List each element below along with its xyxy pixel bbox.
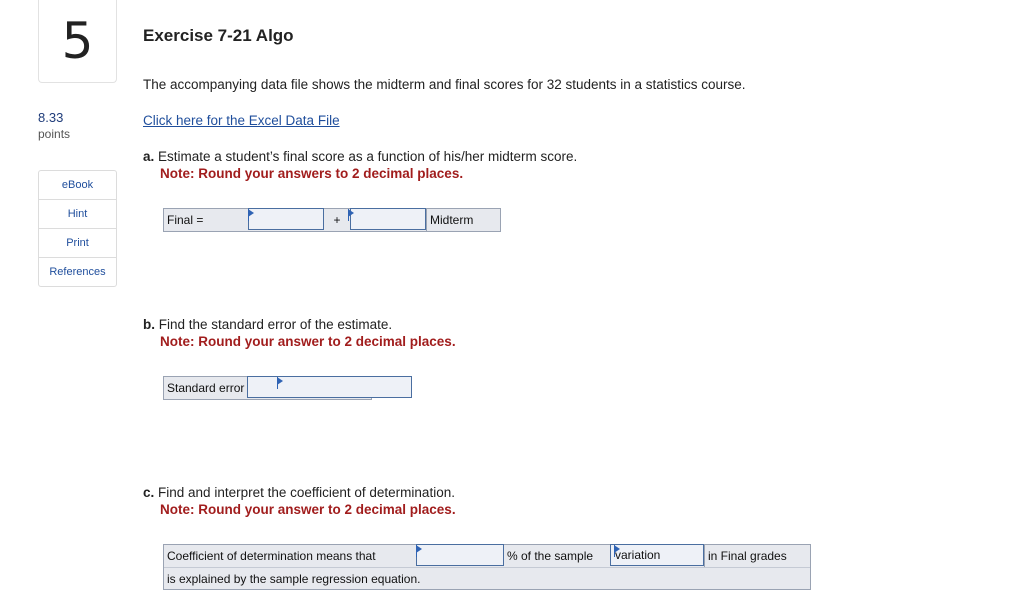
part-b-label: b. (143, 317, 155, 332)
cod-input[interactable] (416, 544, 504, 566)
part-b-question (143, 317, 392, 332)
part-c-text: Find and interpret the coefficient of determination. (158, 485, 455, 500)
points-label: points (38, 127, 71, 141)
cod-label: Coefficient of determination means that (167, 549, 376, 563)
part-b-note: Note: Round your answer to 2 decimal places. (160, 334, 456, 349)
side-menu (38, 170, 117, 287)
final-grades-label: in Final grades (704, 545, 810, 567)
part-a-label: a. (143, 149, 155, 164)
slope-input[interactable] (350, 208, 426, 230)
coefficient-of-determination-table (163, 544, 811, 590)
part-b-text: Find the standard error of the estimate. (158, 317, 393, 332)
hint-link[interactable]: Hint (39, 200, 116, 229)
ebook-link[interactable]: eBook (39, 171, 116, 200)
page-title: Exercise 7-21 Algo (143, 26, 294, 45)
standard-error-row (163, 376, 372, 400)
cod-flag-icon (416, 545, 422, 553)
intercept-flag-icon (248, 209, 254, 217)
cod-row-1 (164, 545, 810, 568)
print-link[interactable]: Print (39, 229, 116, 258)
variation-select[interactable]: variation (610, 544, 704, 566)
part-c-question (143, 485, 455, 500)
part-a-note: Note: Round your answers to 2 decimal places. (160, 166, 464, 181)
question-number: 5 (38, 0, 117, 83)
regression-equation-row (163, 208, 501, 232)
part-c-label: c. (143, 485, 155, 500)
standard-error-flag-icon (277, 377, 283, 385)
points-value: 8.33 (38, 110, 64, 125)
midterm-label: Midterm (426, 209, 500, 231)
cod-explained-text: is explained by the sample regression equation. (167, 571, 421, 586)
percent-of-sample-label: % of the sample (507, 549, 594, 563)
part-a-text: Estimate a student’s final score as a function of his/her midterm score. (158, 149, 578, 164)
references-link[interactable]: References (49, 266, 106, 278)
standard-error-label: Standard error (167, 381, 245, 395)
intercept-input[interactable] (248, 208, 324, 230)
problem-intro: The accompanying data file shows the midterm and final scores for 32 students in a statistics course. (143, 77, 746, 92)
excel-data-link[interactable]: Click here for the Excel Data File (143, 113, 340, 128)
variation-flag-icon (614, 545, 620, 553)
plus-sign: + (333, 213, 341, 227)
slope-flag-icon (348, 209, 354, 217)
part-a-question (143, 149, 577, 164)
part-c-note: Note: Round your answer to 2 decimal places. (160, 502, 456, 517)
standard-error-input[interactable] (247, 376, 412, 398)
final-label: Final = (167, 213, 204, 227)
